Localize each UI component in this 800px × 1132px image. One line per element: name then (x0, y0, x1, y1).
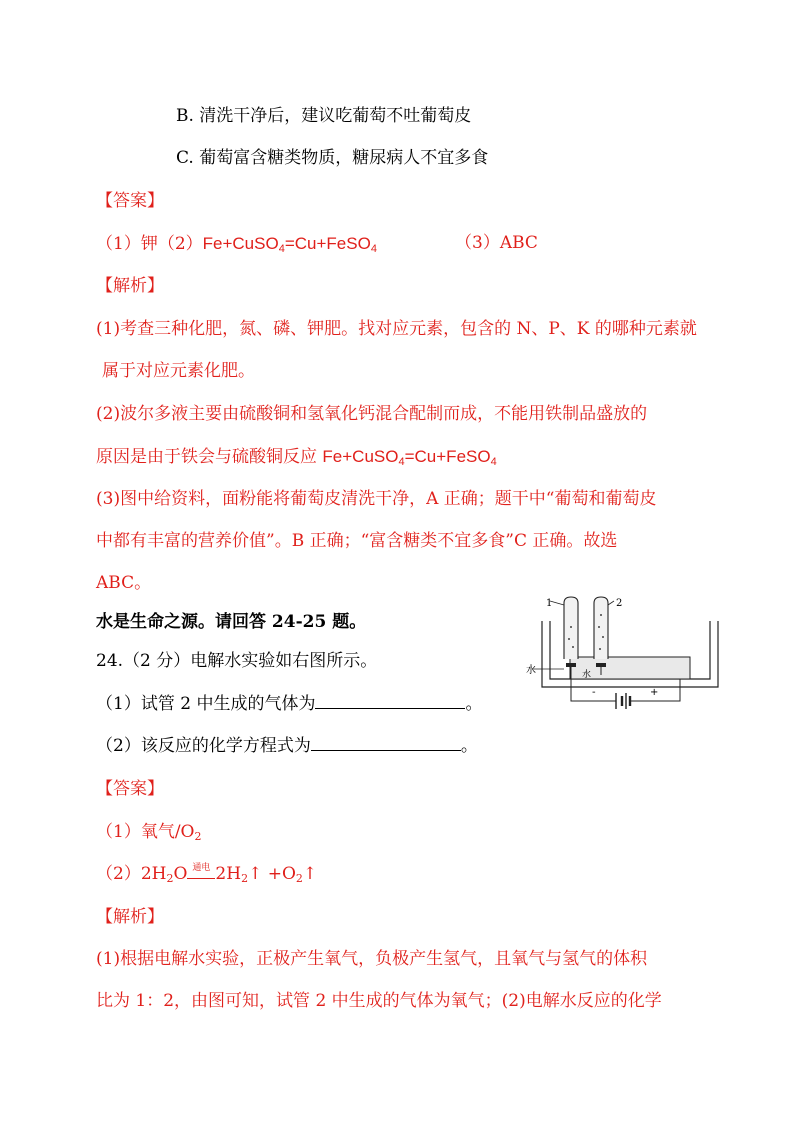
analysis-label-23: 【解析】 (96, 276, 164, 296)
analysis-23-equation: Fe+CuSO$_4$=Cu+FeSO$_4$ (322, 447, 497, 468)
option-b: B. 清洗干净后，建议吃葡萄不吐葡萄皮 (176, 106, 472, 126)
answer-label-23: 【答案】 (96, 191, 164, 211)
analysis-23-2a: (2)波尔多液主要由硫酸铜和氢氧化钙混合配制而成，不能用铁制品盛放的 (96, 404, 648, 424)
q24-part2: （2）该反应的化学方程式为 。 (96, 736, 478, 756)
answer-23-part3: （3）ABC (455, 233, 538, 253)
section-heading: 水是生命之源。请回答 24-25 题。 (96, 612, 367, 632)
analysis-24-a: (1)根据电解水实验，正极产生氧气，负极产生氢气，且氧气与氢气的体积 (96, 949, 648, 969)
reaction-condition: 通电 (187, 876, 215, 879)
plus-sign: + (650, 687, 659, 698)
analysis-23-1b: 属于对应元素化肥。 (102, 361, 255, 381)
option-c: C. 葡萄富含糖类物质，糖尿病人不宜多食 (176, 148, 489, 168)
q24-part1-blank[interactable] (315, 708, 465, 709)
answer-24-2: $(2)2H_2O$ 通电 $2H_2↑$ $+O_2↑$ (96, 863, 318, 885)
water-label: 水 (526, 665, 536, 676)
answer-23-equation: Fe+CuSO$_4$=Cu+FeSO$_4$ (202, 234, 377, 255)
answer-23 (96, 235, 377, 253)
analysis-23-1a: (1)考查三种化肥，氮、磷、钾肥。找对应元素，包含的 N、P、K 的哪种元素就 (96, 319, 697, 339)
answer-24-1: （1）氧气$/O_2$ (96, 822, 202, 843)
q24-part2-blank[interactable] (311, 750, 461, 751)
analysis-label-24: 【解析】 (96, 907, 164, 927)
water-label-inner: 水 (582, 670, 592, 680)
q24-part1: （1）试管 2 中生成的气体为 。 (96, 694, 483, 714)
tube1-label: 1 (546, 598, 553, 609)
minus-sign: - (592, 687, 596, 698)
analysis-23-3c: ABC。 (96, 573, 152, 593)
analysis-23-3b: 中都有丰富的营养价值”。B 正确；“富含糖类不宜多食”C 正确。故选 (96, 531, 618, 551)
analysis-24-b: 比为 1：2，由图可知，试管 2 中生成的气体为氧气；(2)电解水反应的化学 (96, 991, 662, 1011)
answer-23-part1: （1）钾（2） (96, 234, 203, 254)
electrolysis-diagram (526, 597, 730, 717)
tube2-label: 2 (616, 598, 623, 609)
answer-label-24: 【答案】 (96, 779, 164, 799)
q24-stem: 24.（2 分）电解水实验如右图所示。 (96, 651, 378, 671)
analysis-23-2b: 原因是由于铁会与硫酸铜反应 Fe+CuSO$_4$=Cu+FeSO$_4$ (96, 447, 497, 468)
analysis-23-3a: (3)图中给资料，面粉能将葡萄皮清洗干净，A 正确；题干中“葡萄和葡萄皮 (96, 489, 657, 509)
